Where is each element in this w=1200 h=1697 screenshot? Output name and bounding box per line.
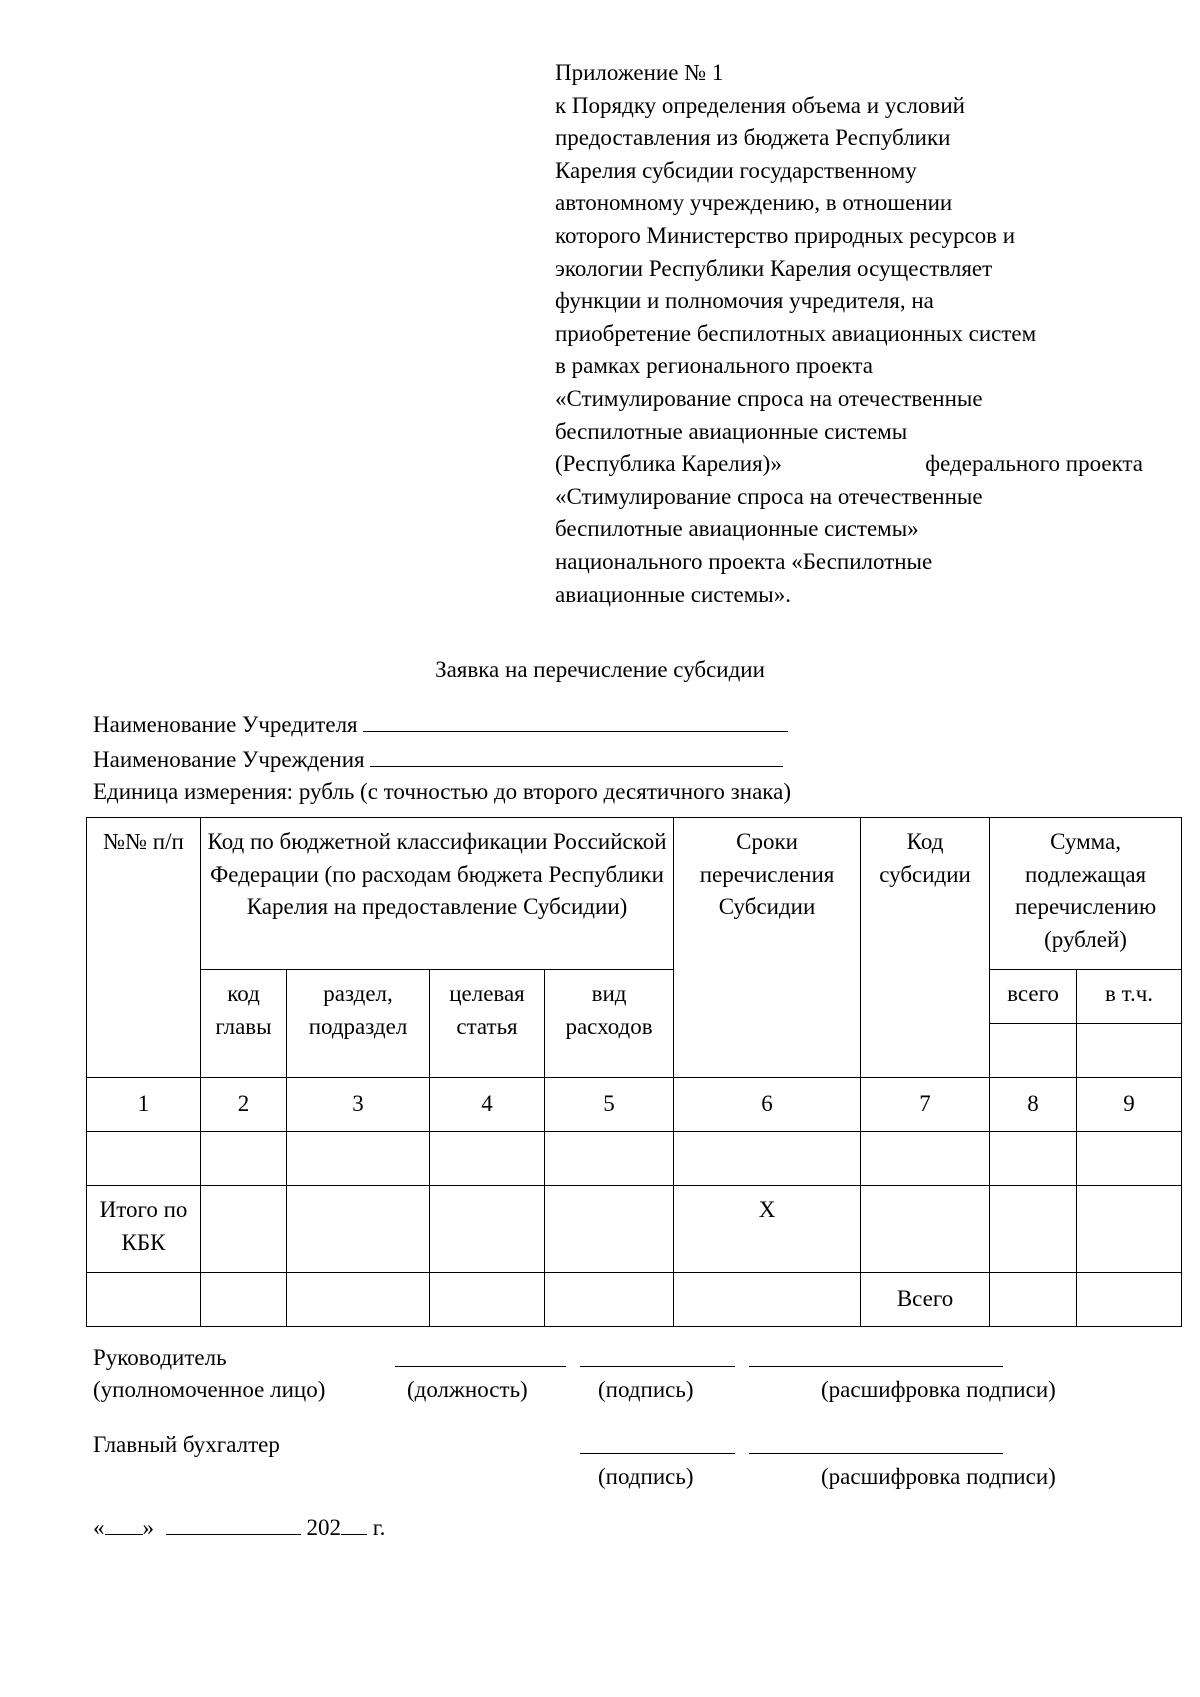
appendix-line: приобретение беспилотных авиационных систем bbox=[555, 320, 1037, 346]
founder-label: Наименование Учредителя bbox=[93, 712, 358, 737]
itogo-x-mark: Х bbox=[674, 1186, 861, 1273]
column-number: 5 bbox=[545, 1078, 674, 1132]
header-including: в т.ч. bbox=[1077, 970, 1182, 1024]
vsego-label: Всего bbox=[861, 1273, 990, 1327]
appendix-line: предоставления из бюджета Республики bbox=[555, 125, 951, 151]
cell[interactable] bbox=[201, 1186, 287, 1273]
institution-label: Наименование Учреждения bbox=[93, 746, 365, 772]
head-decoding-line[interactable] bbox=[749, 1366, 1003, 1367]
cell[interactable] bbox=[1077, 1132, 1182, 1186]
accountant-signature-line[interactable] bbox=[580, 1453, 735, 1454]
header-subsidy-code: Код субсидии bbox=[861, 818, 990, 1078]
accountant-decoding-line[interactable] bbox=[749, 1453, 1003, 1454]
appendix-split-line bbox=[555, 448, 1143, 481]
position-caption: (должность) bbox=[407, 1377, 528, 1402]
header-number: №№ п/п bbox=[87, 818, 201, 1078]
column-number: 3 bbox=[287, 1078, 430, 1132]
cell[interactable] bbox=[287, 1132, 430, 1186]
column-number: 2 bbox=[201, 1078, 287, 1132]
date-close-quote: » bbox=[142, 1515, 154, 1540]
appendix-split-left: (Республика Карелия)» bbox=[555, 451, 782, 477]
cell bbox=[674, 1273, 861, 1327]
column-number-row bbox=[87, 1078, 1182, 1132]
column-number: 4 bbox=[430, 1078, 545, 1132]
cell bbox=[1077, 1024, 1182, 1078]
itogo-label: Итого по КБК bbox=[87, 1186, 201, 1273]
accountant-label: Главный бухгалтер bbox=[93, 1432, 280, 1457]
header-target-article: целевая статья bbox=[430, 970, 545, 1078]
head-signature-line[interactable] bbox=[580, 1366, 735, 1367]
decoding-caption: (расшифровка подписи) bbox=[821, 1377, 1056, 1402]
cell bbox=[430, 1273, 545, 1327]
form-fields bbox=[93, 707, 791, 809]
cell[interactable] bbox=[990, 1273, 1077, 1327]
appendix-line: в рамках регионального проекта bbox=[555, 353, 873, 379]
decoding-caption: (расшифровка подписи) bbox=[821, 1464, 1056, 1489]
column-number: 6 bbox=[674, 1078, 861, 1132]
cell[interactable] bbox=[201, 1132, 287, 1186]
appendix-line: автономному учреждению, в отношении bbox=[555, 190, 953, 216]
founder-field bbox=[93, 707, 791, 742]
cell[interactable] bbox=[990, 1132, 1077, 1186]
vsego-row bbox=[87, 1273, 1182, 1327]
cell[interactable] bbox=[674, 1132, 861, 1186]
header-section: раздел, подраздел bbox=[287, 970, 430, 1078]
founder-blank[interactable] bbox=[363, 707, 788, 732]
cell[interactable] bbox=[861, 1186, 990, 1273]
header-expense-type: вид расходов bbox=[545, 970, 674, 1078]
institution-blank[interactable] bbox=[370, 742, 783, 767]
cell bbox=[990, 1024, 1077, 1078]
cell bbox=[87, 1273, 201, 1327]
appendix-line: авиационные системы». bbox=[555, 581, 791, 607]
appendix-line: национального проекта «Беспилотные bbox=[555, 548, 933, 574]
header-terms: Сроки перечисления Субсидии bbox=[674, 818, 861, 1078]
appendix-line: «Стимулирование спроса на отечественные bbox=[555, 483, 983, 509]
column-number: 1 bbox=[87, 1078, 201, 1132]
appendix-line: беспилотные авиационные системы bbox=[555, 418, 908, 444]
institution-field bbox=[93, 742, 791, 777]
appendix-line: экологии Республики Карелия осуществляет bbox=[555, 255, 993, 281]
header-sum: Сумма, подлежащая перечислению (рублей) bbox=[990, 818, 1182, 970]
cell bbox=[287, 1273, 430, 1327]
appendix-line: беспилотные авиационные системы» bbox=[555, 516, 919, 542]
column-number: 9 bbox=[1077, 1078, 1182, 1132]
unit-text: Единица измерения: рубль (с точностью до второго десятичного знака) bbox=[93, 779, 791, 804]
date-month-blank[interactable] bbox=[166, 1510, 301, 1535]
date-day-blank[interactable] bbox=[105, 1510, 143, 1535]
date-open-quote: « bbox=[93, 1515, 105, 1540]
header-total: всего bbox=[990, 970, 1077, 1024]
cell bbox=[545, 1273, 674, 1327]
head-position-line[interactable] bbox=[395, 1366, 566, 1367]
cell[interactable] bbox=[430, 1132, 545, 1186]
appendix-line: Карелия субсидии государственному bbox=[555, 157, 917, 183]
cell[interactable] bbox=[861, 1132, 990, 1186]
subsidy-table bbox=[86, 817, 1182, 1327]
signature-caption: (подпись) bbox=[598, 1464, 694, 1489]
date-suffix: г. bbox=[372, 1515, 386, 1540]
cell[interactable] bbox=[1077, 1273, 1182, 1327]
appendix-split-right: федерального проекта bbox=[925, 451, 1143, 477]
cell[interactable] bbox=[430, 1186, 545, 1273]
appendix-block bbox=[555, 57, 1155, 611]
cell[interactable] bbox=[545, 1132, 674, 1186]
appendix-line: Приложение № 1 bbox=[555, 60, 724, 85]
signature-caption: (подпись) bbox=[598, 1377, 694, 1402]
column-number: 8 bbox=[990, 1078, 1077, 1132]
header-chapter-code: код главы bbox=[201, 970, 287, 1078]
document-title: Заявка на перечисление субсидии bbox=[435, 657, 765, 682]
appendix-line: «Стимулирование спроса на отечественные bbox=[555, 385, 983, 411]
head-label: Руководитель bbox=[93, 1345, 227, 1370]
cell[interactable] bbox=[1077, 1186, 1182, 1273]
cell[interactable] bbox=[990, 1186, 1077, 1273]
column-number: 7 bbox=[861, 1078, 990, 1132]
cell[interactable] bbox=[287, 1186, 430, 1273]
appendix-line: функции и полномочия учредителя, на bbox=[555, 288, 934, 314]
table-row bbox=[87, 1132, 1182, 1186]
cell[interactable] bbox=[87, 1132, 201, 1186]
itogo-row bbox=[87, 1186, 1182, 1273]
date-line bbox=[93, 1510, 385, 1544]
date-year: 202 bbox=[306, 1515, 341, 1540]
cell bbox=[201, 1273, 287, 1327]
date-year-blank[interactable] bbox=[341, 1510, 367, 1535]
cell[interactable] bbox=[545, 1186, 674, 1273]
appendix-line: которого Министерство природных ресурсов и bbox=[555, 222, 1016, 248]
appendix-line: к Порядку определения объема и условий bbox=[555, 92, 965, 118]
head-sub-label: (уполномоченное лицо) bbox=[93, 1377, 326, 1402]
header-kbk: Код по бюджетной классификации Российской Федерации (по расходам бюджета Республики Карелия на предоставление Субсидии) bbox=[201, 818, 674, 970]
